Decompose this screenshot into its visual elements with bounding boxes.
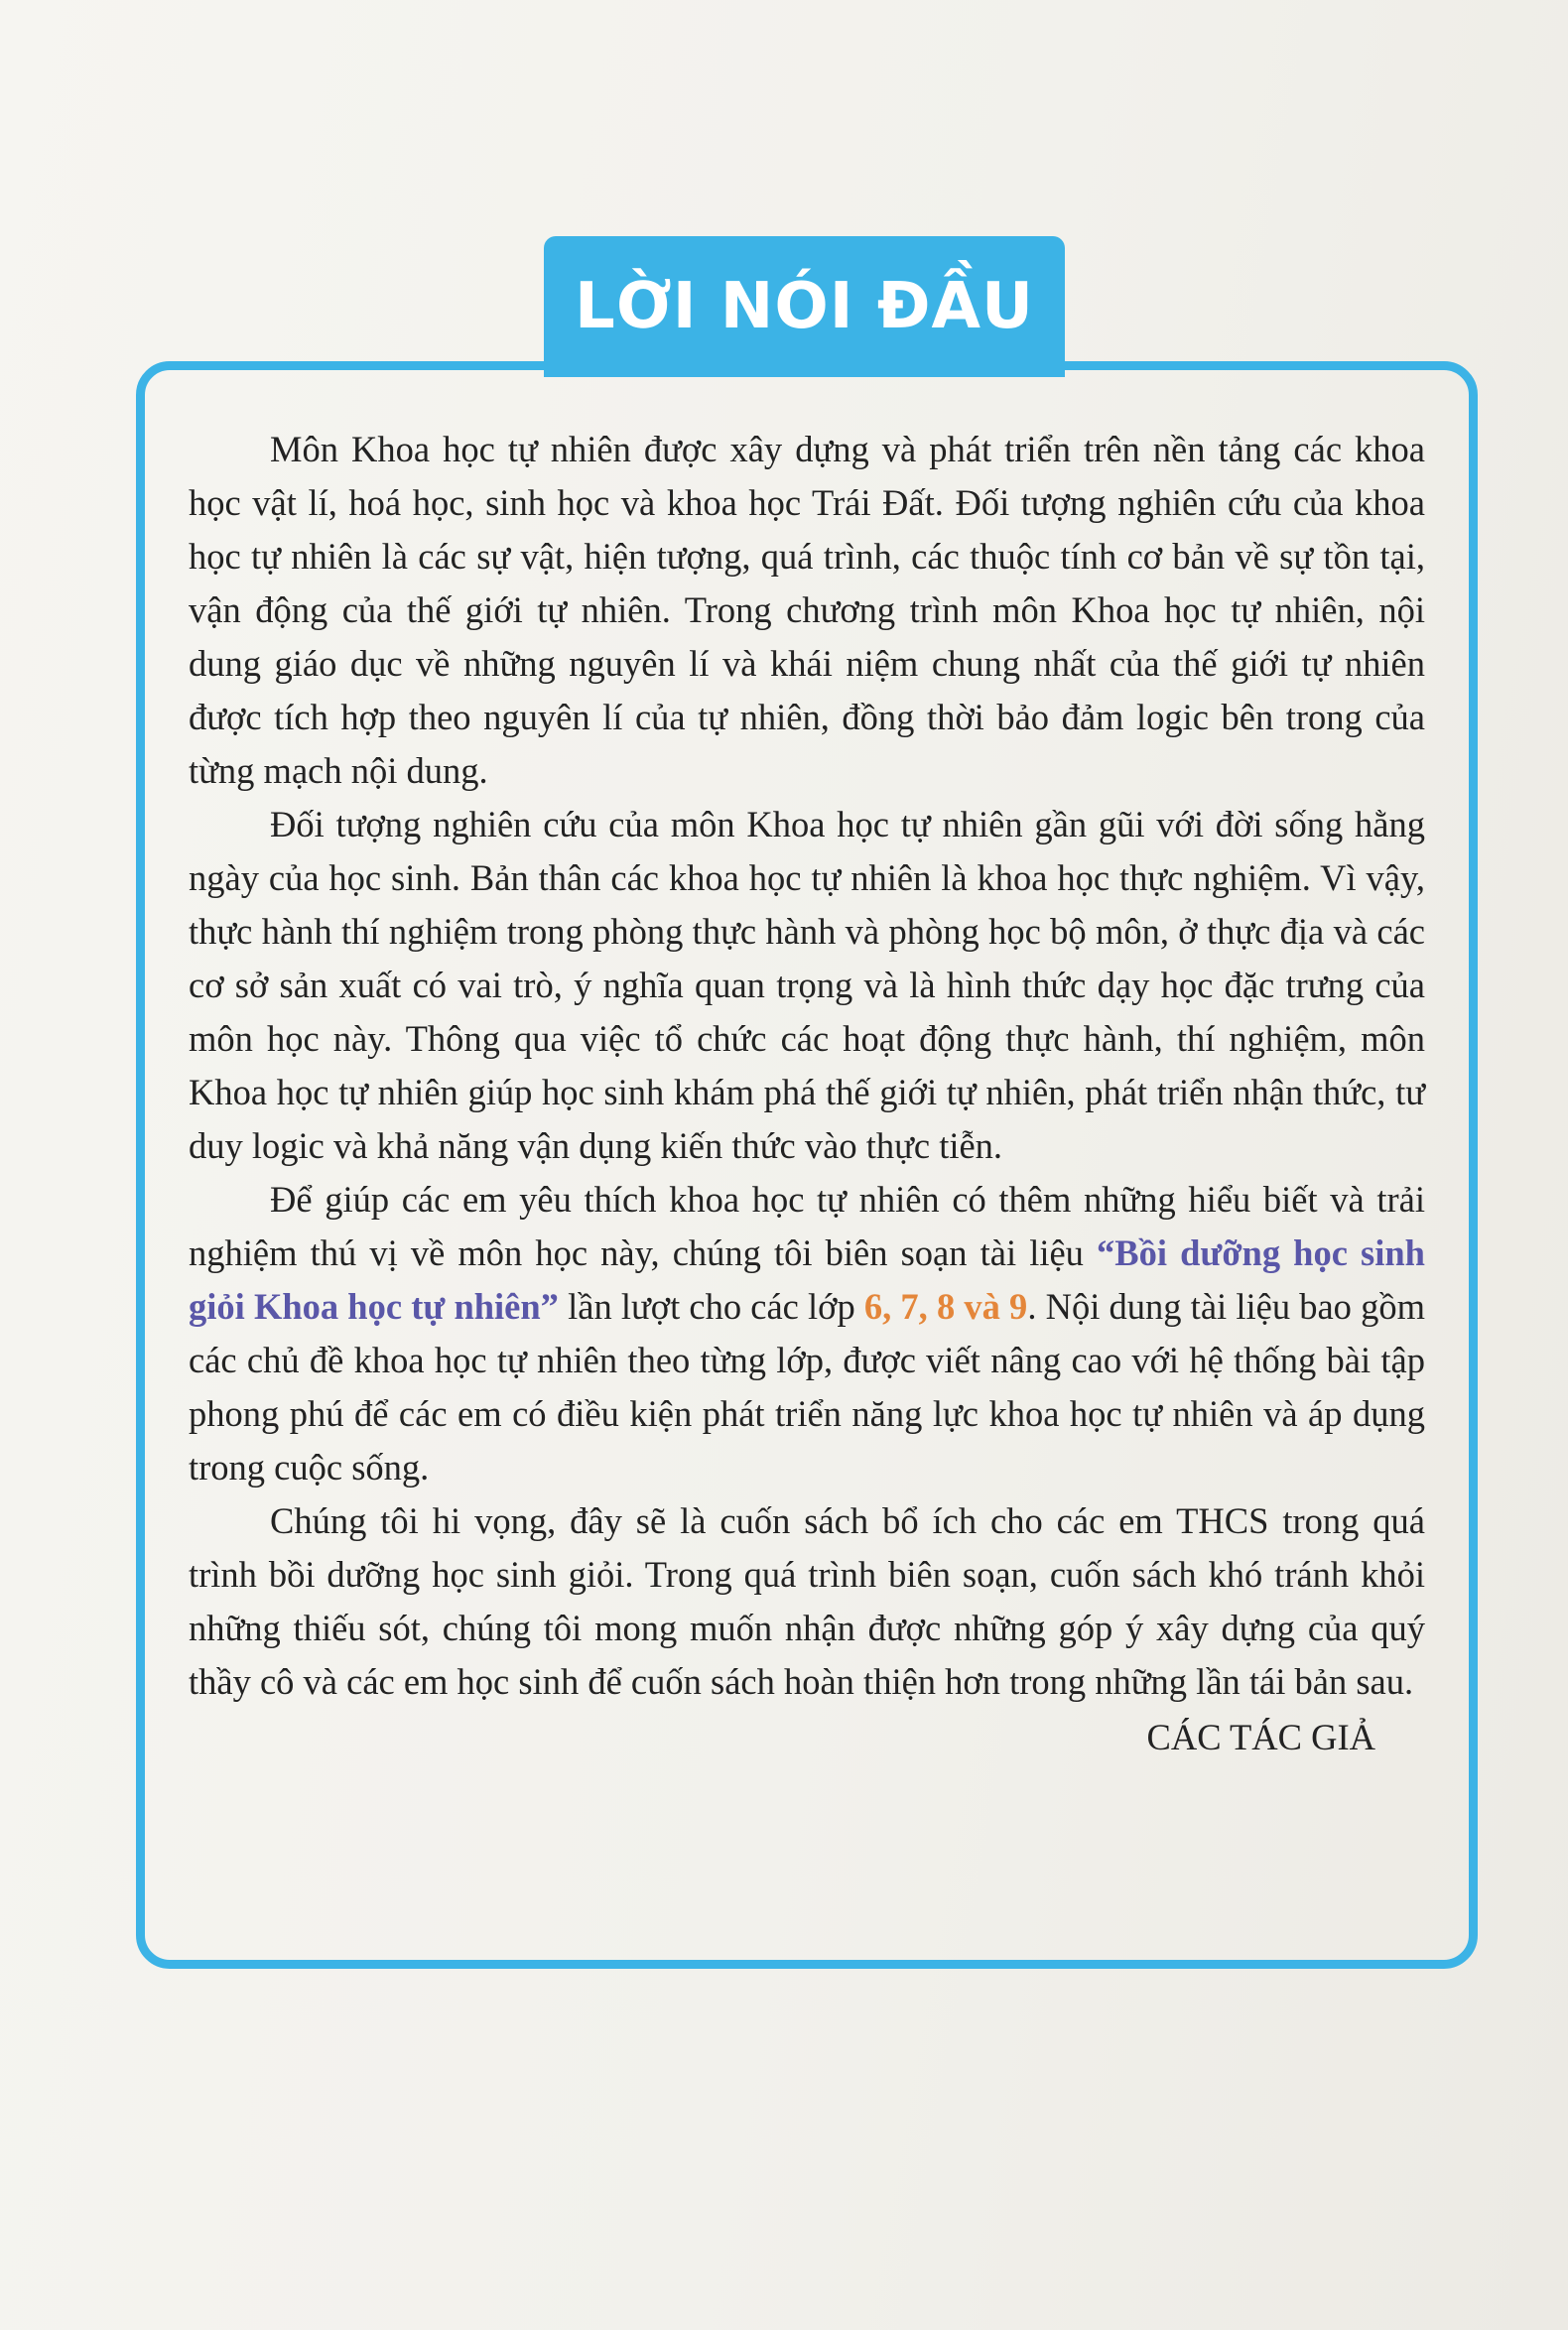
- paragraph-3-intro: Để giúp các em yêu thích khoa học tự nhiên có thêm những hiểu biết và trải nghiệm thú vị về môn học này, chúng tôi biên soạn tài liệu: [189, 1179, 1425, 1273]
- paragraph-3-rest: . Nội dung tài liệu bao gồm các chủ đề khoa học tự nhiên theo từng lớp, được viết nâng cao với hệ thống bài tập phong phú để các em có điều kiện phát triển năng lực khoa học tự nhiên và áp dụng trong cuộc sống.: [189, 1286, 1425, 1488]
- book-title-highlight: “Bồi dưỡng học sinh giỏi Khoa học tự nhiên”: [189, 1232, 1425, 1327]
- grades-highlight: 6, 7, 8 và 9: [863, 1286, 1028, 1327]
- paragraph-3-middle: lần lượt cho các lớp: [558, 1286, 864, 1327]
- page-title: LỜI NÓI ĐẦU: [575, 270, 1034, 343]
- signature: CÁC TÁC GIẢ: [1146, 1717, 1375, 1757]
- paragraph-3: [189, 1173, 1425, 1494]
- paragraph-4: Chúng tôi hi vọng, đây sẽ là cuốn sách bổ ích cho các em THCS trong quá trình bồi dưỡng học sinh giỏi. Trong quá trình biên soạn, cuốn sách khó tránh khỏi những thiếu sót, chúng tôi mong muốn nhận được những góp ý xây dựng của quý thầy cô và các em học sinh để cuốn sách hoàn thiện hơn trong những lần tái bản sau.: [189, 1500, 1425, 1702]
- title-banner: [544, 236, 1065, 377]
- paragraph-1: Môn Khoa học tự nhiên được xây dựng và phát triển trên nền tảng các khoa học vật lí, hoá học, sinh học và khoa học Trái Đất. Đối tượng nghiên cứu của khoa học tự nhiên là các sự vật, hiện tượng, quá trình, các thuộc tính cơ bản về sự tồn tại, vận động của thế giới tự nhiên. Trong chương trình môn Khoa học tự nhiên, nội dung giáo dục về những nguyên lí và khái niệm chung nhất của thế giới tự nhiên được tích hợp theo nguyên lí của tự nhiên, đồng thời bảo đảm logic bên trong của từng mạch nội dung.: [189, 429, 1425, 791]
- preface-body: [189, 423, 1425, 1764]
- paragraph-2: Đối tượng nghiên cứu của môn Khoa học tự nhiên gần gũi với đời sống hằng ngày của học sinh. Bản thân các khoa học tự nhiên là khoa học thực nghiệm. Vì vậy, thực hành thí nghiệm trong phòng thực hành và phòng học bộ môn, ở thực địa và các cơ sở sản xuất có vai trò, ý nghĩa quan trọng và là hình thức dạy học đặc trưng của môn học này. Thông qua việc tổ chức các hoạt động thực hành, thí nghiệm, môn Khoa học tự nhiên giúp học sinh khám phá thế giới tự nhiên, phát triển nhận thức, tư duy logic và khả năng vận dụng kiến thức vào thực tiễn.: [189, 804, 1425, 1166]
